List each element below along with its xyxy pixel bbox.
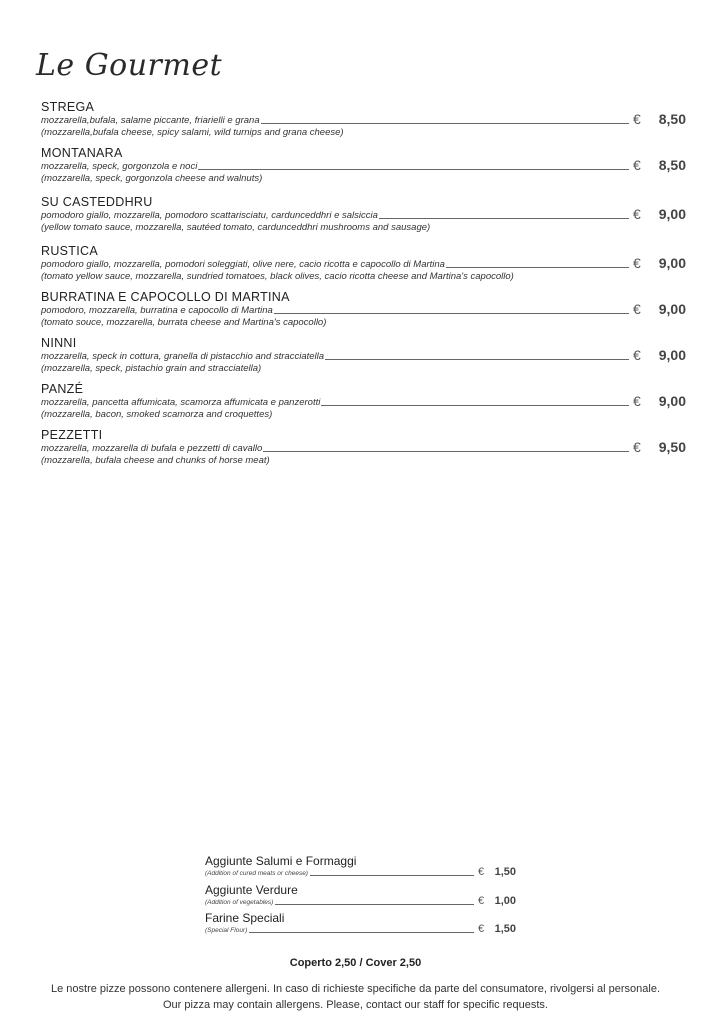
euro-symbol: € — [478, 923, 485, 935]
item-name: BURRATINA E CAPOCOLLO DI MARTINA — [41, 290, 290, 304]
extra-note: (Addition of cured meats or cheese) — [205, 870, 308, 877]
item-english-desc: (mozzarella, speck, gorgonzola cheese and walnuts) — [41, 173, 263, 184]
item-italian-desc: mozzarella, mozzarella di bufala e pezzetti di cavallo — [41, 443, 263, 454]
item-price: 8,50 — [658, 111, 686, 127]
item-price: 8,50 — [658, 157, 686, 173]
item-italian-desc: mozzarella, speck, gorgonzola e noci — [41, 161, 198, 172]
extra-price: 1,50 — [494, 923, 516, 935]
menu-item — [41, 383, 686, 421]
item-english-desc: (tomato yellow sauce, mozzarella, sundried tomatoes, black olives, cacio ricotta cheese and Martina's capocollo) — [41, 271, 514, 282]
item-row — [41, 206, 686, 222]
item-row — [41, 347, 686, 363]
leader-line — [198, 169, 629, 170]
extra-price: 1,50 — [494, 866, 516, 878]
leader-line — [310, 875, 474, 876]
item-price: 9,00 — [658, 393, 686, 409]
euro-symbol: € — [478, 866, 485, 878]
item-english-desc: (mozzarella, bufala cheese and chunks of horse meat) — [41, 455, 270, 466]
leader-line — [261, 123, 629, 124]
item-row — [41, 301, 686, 317]
leader-line — [263, 451, 629, 452]
euro-symbol: € — [633, 393, 641, 409]
item-row — [41, 111, 686, 127]
leader-line — [379, 218, 629, 219]
item-italian-desc: mozzarella, pancetta affumicata, scamorza affumicata e panzerotti — [41, 397, 321, 408]
item-price: 9,50 — [658, 439, 686, 455]
menu-item — [41, 101, 686, 139]
item-english-desc: (mozzarella, speck, pistachio grain and stracciatella) — [41, 363, 262, 374]
extra-name: Farine Speciali — [205, 911, 285, 925]
euro-symbol: € — [478, 895, 485, 907]
leader-line — [274, 313, 629, 314]
item-price: 9,00 — [658, 206, 686, 222]
euro-symbol: € — [633, 255, 641, 271]
item-italian-desc: pomodoro, mozzarella, burratina e capocollo di Martina — [41, 305, 273, 316]
extra-item — [205, 912, 516, 935]
menu-item — [41, 337, 686, 375]
item-row — [41, 393, 686, 409]
euro-symbol: € — [633, 301, 641, 317]
section-title: Le Gourmet — [36, 48, 223, 83]
extra-name: Aggiunte Verdure — [205, 883, 298, 897]
leader-line — [446, 267, 629, 268]
item-english-desc: (mozzarella,bufala cheese, spicy salami, wild turnips and grana cheese) — [41, 127, 344, 138]
item-row — [41, 439, 686, 455]
item-row — [41, 157, 686, 173]
item-italian-desc: mozzarella, speck in cottura, granella di pistacchio and stracciatella — [41, 351, 325, 362]
euro-symbol: € — [633, 347, 641, 363]
item-name: PEZZETTI — [41, 428, 103, 442]
menu-item — [41, 147, 686, 185]
item-price: 9,00 — [658, 347, 686, 363]
item-name: PANZÉ — [41, 382, 84, 396]
euro-symbol: € — [633, 439, 641, 455]
extra-row — [205, 868, 516, 878]
item-row — [41, 255, 686, 271]
extra-item — [205, 884, 516, 907]
menu-item — [41, 429, 686, 467]
menu-item — [41, 245, 686, 283]
item-name: NINNI — [41, 336, 77, 350]
extra-row — [205, 897, 516, 907]
allergen-note-english: Our pizza may contain allergens. Please, contact our staff for specific requests. — [163, 999, 548, 1011]
leader-line — [249, 932, 474, 933]
extra-item — [205, 855, 516, 878]
leader-line — [321, 405, 629, 406]
leader-line — [325, 359, 629, 360]
item-english-desc: (mozzarella, bacon, smoked scamorza and croquettes) — [41, 409, 273, 420]
item-name: SU CASTEDDHRU — [41, 195, 153, 209]
item-italian-desc: mozzarella,bufala, salame piccante, friarielli e grana — [41, 115, 260, 126]
extra-note: (Addition of vegetables) — [205, 899, 274, 906]
cover-charge: Coperto 2,50 / Cover 2,50 — [289, 957, 422, 969]
item-italian-desc: pomodoro giallo, mozzarella, pomodoro scattarisciatu, cardunceddhri e salsiccia — [41, 210, 378, 221]
extra-name: Aggiunte Salumi e Formaggi — [205, 854, 357, 868]
item-name: STREGA — [41, 100, 95, 114]
extra-row — [205, 925, 516, 935]
extra-note: (Special Flour) — [205, 927, 248, 934]
menu-item — [41, 196, 686, 234]
item-english-desc: (yellow tomato sauce, mozzarella, sautéed tomato, cardunceddhri mushrooms and sausage) — [41, 222, 431, 233]
item-name: MONTANARA — [41, 146, 123, 160]
euro-symbol: € — [633, 206, 641, 222]
menu-item — [41, 291, 686, 329]
euro-symbol: € — [633, 111, 641, 127]
euro-symbol: € — [633, 157, 641, 173]
extra-price: 1,00 — [494, 895, 516, 907]
item-price: 9,00 — [658, 301, 686, 317]
item-price: 9,00 — [658, 255, 686, 271]
item-italian-desc: pomodoro giallo, mozzarella, pomodori soleggiati, olive nere, cacio ricotta e capocollo di Martina — [41, 259, 445, 270]
allergen-note-italian: Le nostre pizze possono contenere allergeni. In caso di richieste specifiche da parte del consumatore, rivolgersi al personale. — [50, 983, 660, 995]
item-name: RUSTICA — [41, 244, 98, 258]
item-english-desc: (tomato souce, mozzarella, burrata cheese and Martina's capocollo) — [41, 317, 327, 328]
leader-line — [275, 904, 474, 905]
